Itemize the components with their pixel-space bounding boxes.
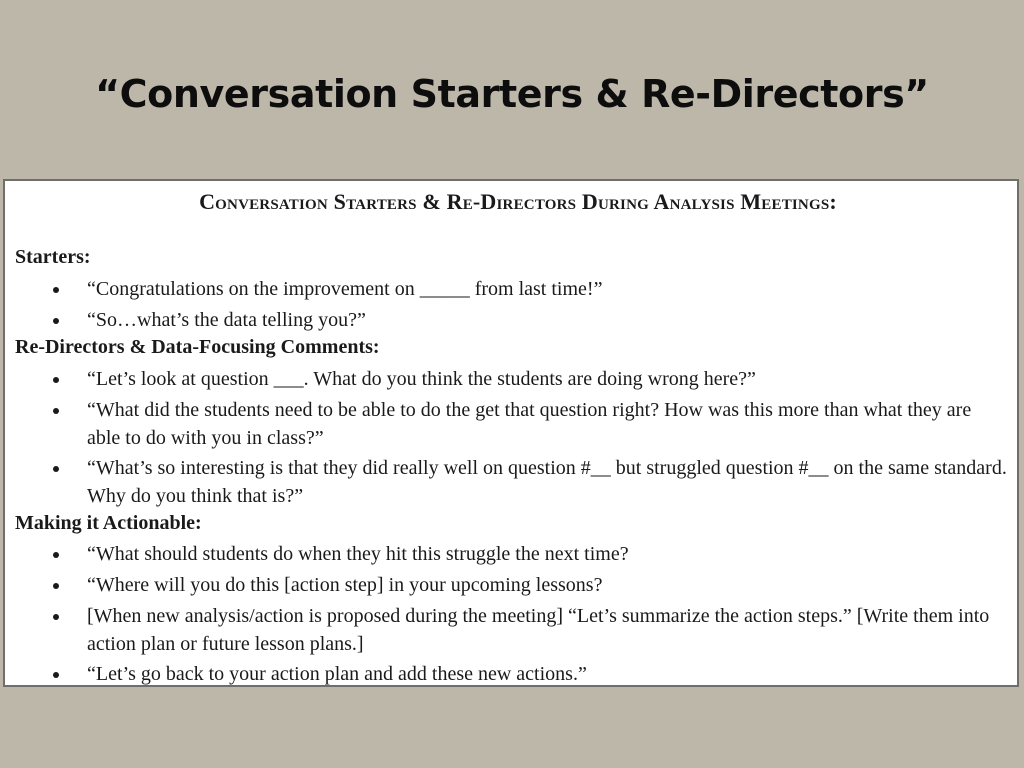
slide-title: “Conversation Starters & Re-Directors” (95, 72, 929, 116)
list-item (35, 540, 1007, 568)
bullet-icon (53, 377, 59, 383)
list-item-text: “Congratulations on the improvement on _____ from last time!” (87, 278, 603, 300)
list-item-text: [When new analysis/action is proposed during the meeting] “Let’s summarize the action steps.” [Write them into action plan or future lesson plans.] (87, 605, 990, 655)
list-item (35, 660, 1007, 688)
list-item (35, 602, 1007, 658)
list-item (35, 396, 1007, 452)
bullet-icon (53, 614, 59, 620)
list-item-text: “What’s so interesting is that they did really well on question #__ but struggled question #__ on the same standard. Why do you think that is?” (87, 457, 1007, 507)
bullet-icon (53, 466, 59, 472)
document-image (3, 179, 1019, 687)
bullet-icon (53, 583, 59, 589)
list-item-text: “Let’s look at question ___. What do you think the students are doing wrong here?” (87, 368, 756, 390)
list-item (35, 454, 1007, 510)
list-item-text: “Where will you do this [action step] in your upcoming lessons? (87, 574, 603, 596)
bullet-icon (53, 552, 59, 558)
list-item (35, 306, 1007, 334)
section-label-actionable: Making it Actionable: (15, 512, 202, 534)
list-item (35, 571, 1007, 599)
list-item-text: “Let’s go back to your action plan and add these new actions.” (87, 663, 587, 685)
bullet-icon (53, 672, 59, 678)
bullet-icon (53, 287, 59, 293)
list-item (35, 275, 1007, 303)
list-item-text: “What should students do when they hit this struggle the next time? (87, 543, 629, 565)
list-item (35, 365, 1007, 393)
list-item-text: “So…what’s the data telling you?” (87, 309, 366, 331)
section-label-re-directors: Re-Directors & Data-Focusing Comments: (15, 336, 380, 358)
section-label-starters: Starters: (15, 246, 91, 268)
bullet-icon (53, 408, 59, 414)
document-heading: Conversation Starters & Re-Directors During Analysis Meetings: (199, 189, 837, 214)
list-item-text: “What did the students need to be able to do the get that question right? How was this more than what they are able to do with you in class?” (87, 399, 972, 449)
bullet-icon (53, 318, 59, 324)
